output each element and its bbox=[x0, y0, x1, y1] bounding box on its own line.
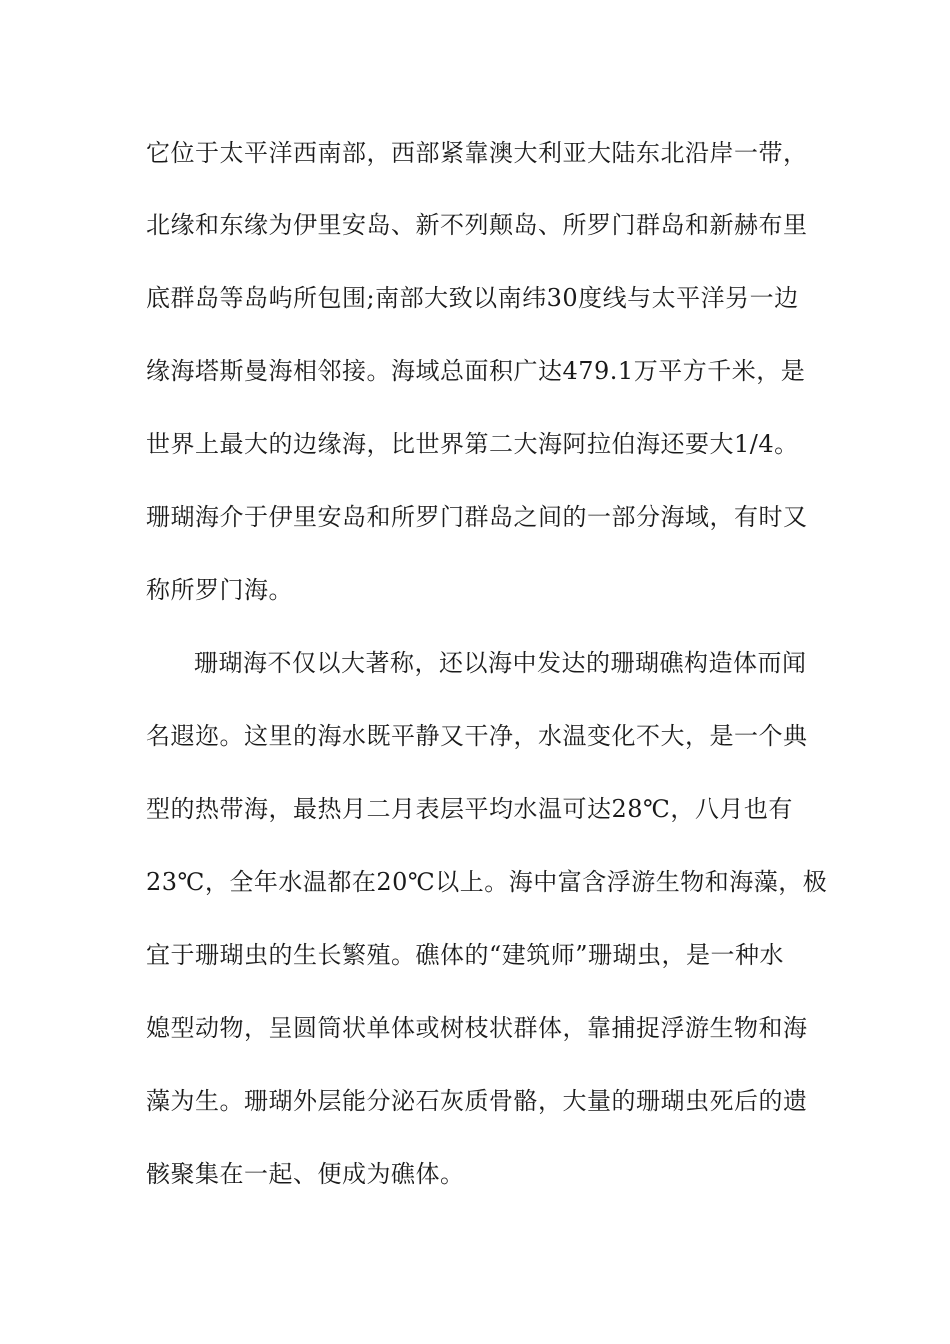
text-line: 珊瑚海不仅以大著称，还以海中发达的珊瑚礁构造体而闻 bbox=[194, 649, 807, 677]
text-line: 它位于太平洋西南部，西部紧靠澳大利亚大陆东北沿岸一带， bbox=[146, 139, 808, 167]
text-line: 北缘和东缘为伊里安岛、新不列颠岛、所罗门群岛和新赫布里 bbox=[146, 211, 808, 239]
text-line: 宜于珊瑚虫的生长繁殖。礁体的“建筑师”珊瑚虫，是一种水 bbox=[146, 941, 785, 969]
text-line: 底群岛等岛屿所包围;南部大致以南纬30度线与太平洋另一边 bbox=[146, 284, 799, 312]
text-line: 称所罗门海。 bbox=[146, 576, 293, 604]
text-line: 藻为生。珊瑚外层能分泌石灰质骨骼，大量的珊瑚虫死后的遗 bbox=[146, 1087, 808, 1115]
text-line: 名遐迩。这里的海水既平静又干净，水温变化不大，是一个典 bbox=[146, 722, 808, 750]
text-line: 珊瑚海介于伊里安岛和所罗门群岛之间的一部分海域，有时又 bbox=[146, 503, 808, 531]
text-line: 世界上最大的边缘海，比世界第二大海阿拉伯海还要大1/4。 bbox=[146, 430, 799, 458]
text-line: 媳型动物，呈圆筒状单体或树枝状群体，靠捕捉浮游生物和海 bbox=[146, 1014, 808, 1042]
text-line: 型的热带海，最热月二月表层平均水温可达28℃，八月也有 bbox=[146, 795, 793, 823]
text-line: 缘海塔斯曼海相邻接。海域总面积广达479.1万平方千米，是 bbox=[146, 357, 806, 385]
text-line: 23℃，全年水温都在20℃以上。海中富含浮游生物和海藻，极 bbox=[146, 868, 828, 896]
text-line: 骸聚集在一起、便成为礁体。 bbox=[146, 1160, 465, 1188]
